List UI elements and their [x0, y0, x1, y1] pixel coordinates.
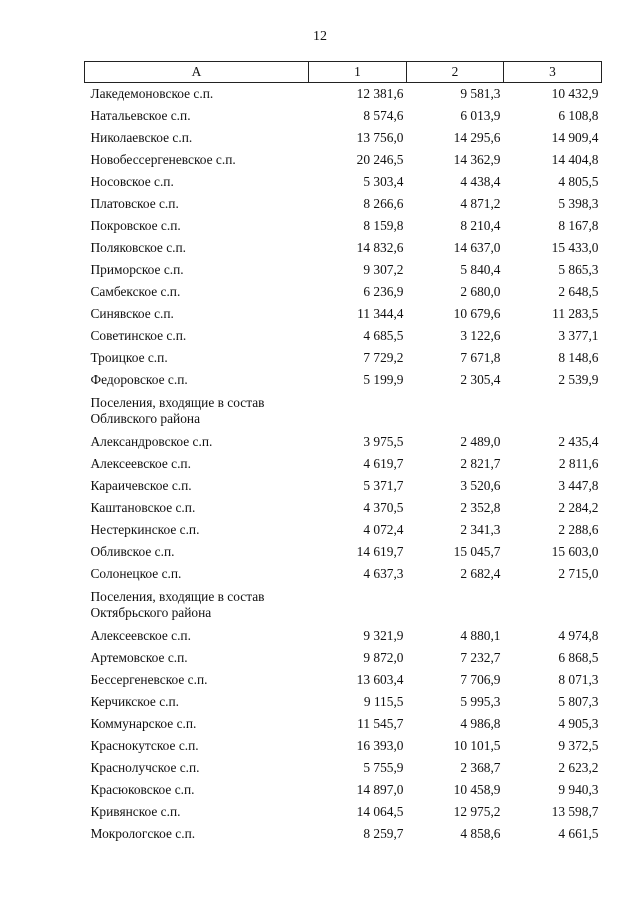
value-col-2-cell: 6 013,9	[460, 108, 501, 123]
value-col-2-cell: 10 679,6	[453, 306, 501, 321]
value-col-2-cell: 2 821,7	[460, 456, 501, 471]
value-col-2-cell: 2 352,8	[460, 500, 501, 515]
value-col-3-cell: 2 435,4	[558, 434, 599, 449]
value-col-2-cell: 3 520,6	[460, 478, 501, 493]
value-col-2-cell: 4 871,2	[460, 196, 501, 211]
value-col-2-cell: 4 438,4	[460, 174, 501, 189]
table-header-row	[85, 62, 602, 83]
settlement-name-cell: Александровское с.п.	[90, 434, 213, 449]
settlement-name-cell: Алексеевское с.п.	[90, 456, 191, 471]
table-row	[85, 303, 602, 325]
value-col-1-cell: 8 259,7	[363, 826, 404, 841]
value-col-1-cell: 12 381,6	[356, 86, 404, 101]
value-col-3-cell: 11 283,5	[552, 306, 599, 321]
value-col-2-cell: 4 880,1	[460, 628, 501, 643]
group-heading	[85, 585, 309, 625]
value-col-3-cell: 10 432,9	[551, 86, 599, 101]
value-col-1-cell: 7 729,2	[363, 350, 404, 365]
value-col-1-cell: 8 159,8	[363, 218, 404, 233]
empty-cell	[309, 585, 407, 625]
settlement-name-cell: Платовское с.п.	[90, 196, 179, 211]
value-col-2-cell: 2 682,4	[460, 566, 501, 581]
table-row	[85, 281, 602, 303]
table-row	[85, 669, 602, 691]
value-col-1-cell: 14 619,7	[356, 544, 404, 559]
empty-cell	[504, 391, 602, 431]
settlement-name-cell: Краснолучское с.п.	[90, 760, 200, 775]
value-col-1-cell: 9 307,2	[363, 262, 404, 277]
value-col-2-cell: 2 341,3	[460, 522, 501, 537]
group-heading-line2: Октябрьского района	[90, 605, 212, 620]
table-row	[85, 691, 602, 713]
value-col-2-cell: 2 368,7	[460, 760, 501, 775]
table-row	[85, 325, 602, 347]
settlement-name-cell: Нестеркинское с.п.	[90, 522, 200, 537]
table-row	[85, 83, 602, 106]
table-row	[85, 735, 602, 757]
table-row	[85, 149, 602, 171]
table-row	[85, 541, 602, 563]
group-heading-line1: Поселения, входящие в состав	[90, 395, 265, 410]
value-col-1-cell: 9 872,0	[363, 650, 404, 665]
value-col-1-cell: 5 371,7	[363, 478, 404, 493]
table-row	[85, 475, 602, 497]
value-col-1-cell: 9 115,5	[363, 694, 404, 709]
settlement-name-cell: Солонецкое с.п.	[90, 566, 182, 581]
value-col-2-cell: 3 122,6	[460, 328, 501, 343]
value-col-3-cell: 14 909,4	[551, 130, 599, 145]
empty-cell	[309, 391, 407, 431]
table-row	[85, 369, 602, 391]
header-cell-a: А	[85, 62, 309, 83]
group-heading	[85, 391, 309, 431]
value-col-1-cell: 14 897,0	[356, 782, 404, 797]
table-row	[85, 801, 602, 823]
value-col-3-cell: 14 404,8	[551, 152, 599, 167]
empty-cell	[407, 585, 504, 625]
table-row	[85, 171, 602, 193]
value-col-1-cell: 13 756,0	[356, 130, 404, 145]
value-col-2-cell: 5 995,3	[460, 694, 501, 709]
table-row	[85, 563, 602, 585]
value-col-3-cell: 2 811,6	[558, 456, 599, 471]
settlement-name-cell: Краснокутское с.п.	[90, 738, 199, 753]
value-col-2-cell: 2 489,0	[460, 434, 501, 449]
settlement-name-cell: Приморское с.п.	[90, 262, 184, 277]
value-col-3-cell: 15 603,0	[551, 544, 599, 559]
settlement-name-cell: Артемовское с.п.	[90, 650, 188, 665]
value-col-3-cell: 2 715,0	[558, 566, 599, 581]
table-row	[85, 823, 602, 845]
value-col-2-cell: 2 680,0	[460, 284, 501, 299]
table-row	[85, 259, 602, 281]
settlement-name-cell: Синявское с.п.	[90, 306, 174, 321]
settlement-name-cell: Лакедемоновское с.п.	[90, 86, 214, 101]
value-col-3-cell: 6 868,5	[558, 650, 599, 665]
value-col-1-cell: 8 266,6	[363, 196, 404, 211]
value-col-1-cell: 4 685,5	[363, 328, 404, 343]
table-row	[85, 237, 602, 259]
table-row	[85, 757, 602, 779]
value-col-2-cell: 2 305,4	[460, 372, 501, 387]
group-heading-line2: Обливского района	[90, 411, 201, 426]
value-col-1-cell: 20 246,5	[356, 152, 404, 167]
value-col-1-cell: 14 832,6	[356, 240, 404, 255]
settlement-name-cell: Красюковское с.п.	[90, 782, 195, 797]
group-heading-row	[85, 585, 602, 625]
settlement-name-cell: Натальевское с.п.	[90, 108, 191, 123]
settlement-name-cell: Поляковское с.п.	[90, 240, 187, 255]
header-cell-2: 2	[407, 62, 504, 83]
value-col-3-cell: 6 108,8	[558, 108, 599, 123]
value-col-2-cell: 4 858,6	[460, 826, 501, 841]
value-col-3-cell: 4 805,5	[558, 174, 599, 189]
value-col-3-cell: 13 598,7	[551, 804, 599, 819]
table-row	[85, 519, 602, 541]
value-col-3-cell: 5 398,3	[558, 196, 599, 211]
settlement-name-cell: Обливское с.п.	[90, 544, 175, 559]
group-heading-line1: Поселения, входящие в состав	[90, 589, 265, 604]
value-col-3-cell: 2 648,5	[558, 284, 599, 299]
table-row	[85, 215, 602, 237]
settlement-name-cell: Каштановское с.п.	[90, 500, 196, 515]
value-col-1-cell: 16 393,0	[356, 738, 404, 753]
table-row	[85, 647, 602, 669]
table-row	[85, 431, 602, 453]
value-col-2-cell: 14 637,0	[453, 240, 501, 255]
value-col-3-cell: 4 905,3	[558, 716, 599, 731]
table-row	[85, 453, 602, 475]
settlement-name-cell: Алексеевское с.п.	[90, 628, 191, 643]
value-col-1-cell: 5 755,9	[363, 760, 404, 775]
table-row	[85, 779, 602, 801]
value-col-2-cell: 8 210,4	[460, 218, 501, 233]
value-col-2-cell: 9 581,3	[460, 86, 501, 101]
header-cell-3: 3	[504, 62, 602, 83]
table-row	[85, 347, 602, 369]
settlement-name-cell: Самбекское с.п.	[90, 284, 181, 299]
table-row	[85, 105, 602, 127]
settlements-budget-table	[84, 61, 602, 845]
settlement-name-cell: Носовское с.п.	[90, 174, 174, 189]
value-col-3-cell: 9 940,3	[558, 782, 599, 797]
value-col-2-cell: 4 986,8	[460, 716, 501, 731]
table-row	[85, 497, 602, 519]
settlement-name-cell: Бессергеневское с.п.	[90, 672, 208, 687]
page-number: 12	[313, 29, 327, 44]
settlement-name-cell: Николаевское с.п.	[90, 130, 193, 145]
value-col-3-cell: 5 865,3	[558, 262, 599, 277]
value-col-2-cell: 10 458,9	[453, 782, 501, 797]
value-col-3-cell: 2 539,9	[558, 372, 599, 387]
value-col-1-cell: 4 637,3	[363, 566, 404, 581]
settlement-name-cell: Федоровское с.п.	[90, 372, 188, 387]
settlement-name-cell: Троицкое с.п.	[90, 350, 168, 365]
value-col-1-cell: 11 545,7	[357, 716, 404, 731]
value-col-3-cell: 8 071,3	[558, 672, 599, 687]
settlement-name-cell: Новобессергеневское с.п.	[90, 152, 236, 167]
table-row	[85, 713, 602, 735]
value-col-1-cell: 6 236,9	[363, 284, 404, 299]
value-col-2-cell: 7 232,7	[460, 650, 501, 665]
value-col-1-cell: 5 199,9	[363, 372, 404, 387]
empty-cell	[407, 391, 504, 431]
value-col-1-cell: 5 303,4	[363, 174, 404, 189]
group-heading-row	[85, 391, 602, 431]
value-col-3-cell: 8 167,8	[558, 218, 599, 233]
value-col-1-cell: 9 321,9	[363, 628, 404, 643]
settlement-name-cell: Керчикское с.п.	[90, 694, 180, 709]
value-col-2-cell: 14 362,9	[453, 152, 501, 167]
value-col-3-cell: 9 372,5	[558, 738, 599, 753]
value-col-1-cell: 8 574,6	[363, 108, 404, 123]
table-body	[85, 83, 602, 846]
value-col-3-cell: 2 623,2	[558, 760, 599, 775]
value-col-3-cell: 15 433,0	[551, 240, 599, 255]
value-col-2-cell: 12 975,2	[453, 804, 501, 819]
value-col-2-cell: 7 671,8	[460, 350, 501, 365]
settlement-name-cell: Кривянское с.п.	[90, 804, 181, 819]
value-col-1-cell: 4 072,4	[363, 522, 404, 537]
empty-cell	[504, 585, 602, 625]
value-col-3-cell: 4 974,8	[558, 628, 599, 643]
value-col-1-cell: 11 344,4	[357, 306, 404, 321]
value-col-1-cell: 4 370,5	[363, 500, 404, 515]
value-col-1-cell: 13 603,4	[356, 672, 404, 687]
value-col-3-cell: 8 148,6	[558, 350, 599, 365]
value-col-2-cell: 10 101,5	[453, 738, 501, 753]
value-col-1-cell: 14 064,5	[356, 804, 404, 819]
value-col-3-cell: 3 447,8	[558, 478, 599, 493]
value-col-1-cell: 4 619,7	[363, 456, 404, 471]
value-col-3-cell: 4 661,5	[558, 826, 599, 841]
value-col-1-cell: 3 975,5	[363, 434, 404, 449]
value-col-2-cell: 5 840,4	[460, 262, 501, 277]
value-col-3-cell: 3 377,1	[558, 328, 599, 343]
header-cell-1: 1	[309, 62, 407, 83]
value-col-3-cell: 5 807,3	[558, 694, 599, 709]
table-row	[85, 193, 602, 215]
value-col-2-cell: 14 295,6	[453, 130, 501, 145]
settlement-name-cell: Караичевское с.п.	[90, 478, 192, 493]
value-col-2-cell: 7 706,9	[460, 672, 501, 687]
table-row	[85, 625, 602, 647]
value-col-3-cell: 2 284,2	[558, 500, 599, 515]
settlement-name-cell: Коммунарское с.п.	[90, 716, 197, 731]
settlement-name-cell: Покровское с.п.	[90, 218, 181, 233]
table-row	[85, 127, 602, 149]
value-col-3-cell: 2 288,6	[558, 522, 599, 537]
settlement-name-cell: Советинское с.п.	[90, 328, 187, 343]
settlement-name-cell: Мокрологское с.п.	[90, 826, 196, 841]
value-col-2-cell: 15 045,7	[453, 544, 501, 559]
